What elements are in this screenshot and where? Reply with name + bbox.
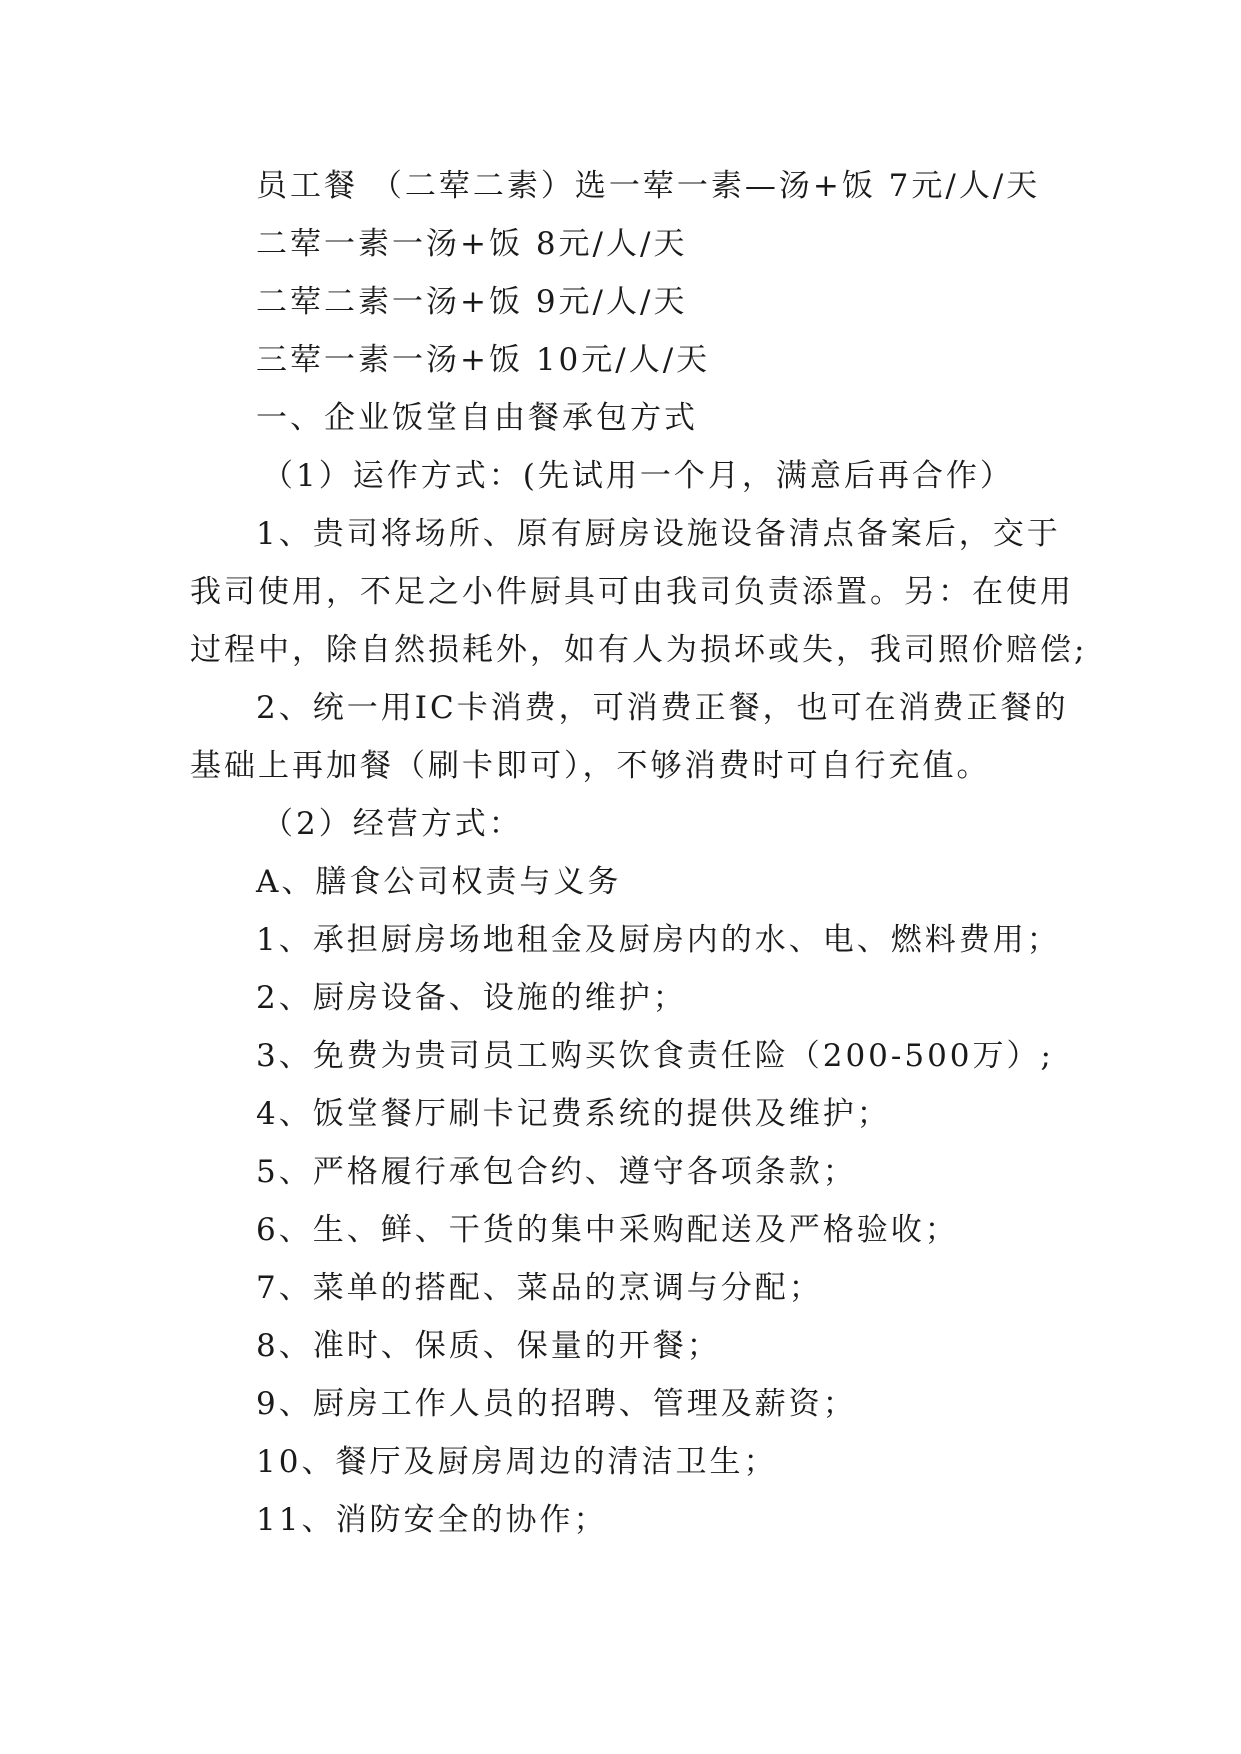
list-item: 2、厨房设备、设施的维护； — [256, 980, 687, 1016]
list-heading: A、膳食公司权责与义务 — [256, 864, 622, 900]
paragraph-2-line-2: 基础上再加餐（刷卡即可），不够消费时可自行充值。 — [190, 748, 991, 784]
list-item: 9、厨房工作人员的招聘、管理及薪资； — [256, 1386, 857, 1422]
subsection-management: （2）经营方式： — [262, 806, 523, 842]
menu-line-3: 二荤二素一汤+饭 9元/人/天 — [256, 284, 688, 320]
list-item: 10、餐厅及厨房周边的清洁卫生； — [256, 1444, 778, 1480]
section-heading: 一、企业饭堂自由餐承包方式 — [256, 400, 698, 436]
paragraph-1-line-2: 我司使用，不足之小件厨具可由我司负责添置。另：在使用 — [190, 574, 1074, 610]
menu-line-1: 员工餐 （二荤二素）选一荤一素—汤+饭 7元/人/天 — [256, 168, 1041, 204]
paragraph-2-line-1: 2、统一用IC卡消费，可消费正餐，也可在消费正餐的 — [256, 690, 1069, 726]
menu-line-2: 二荤一素一汤+饭 8元/人/天 — [256, 226, 688, 262]
list-item: 1、承担厨房场地租金及厨房内的水、电、燃料费用； — [256, 922, 1061, 958]
list-item: 6、生、鲜、干货的集中采购配送及严格验收； — [256, 1212, 959, 1248]
menu-line-4: 三荤一素一汤+饭 10元/人/天 — [256, 342, 711, 378]
paragraph-1-line-1: 1、贵司将场所、原有厨房设施设备清点备案后，交于 — [256, 516, 1061, 552]
list-item: 8、准时、保质、保量的开餐； — [256, 1328, 721, 1364]
list-item: 3、免费为贵司员工购买饮食责任险（200-500万）; — [256, 1038, 1054, 1074]
list-item: 5、严格履行承包合约、遵守各项条款； — [256, 1154, 857, 1190]
subsection-operation: （1）运作方式：(先试用一个月，满意后再合作） — [262, 458, 1014, 494]
list-item: 4、饭堂餐厅刷卡记费系统的提供及维护； — [256, 1096, 891, 1132]
list-item: 7、菜单的搭配、菜品的烹调与分配； — [256, 1270, 823, 1306]
paragraph-1-line-3: 过程中，除自然损耗外，如有人为损坏或失，我司照价赔偿; — [190, 632, 1088, 668]
list-item: 11、消防安全的协作； — [256, 1502, 608, 1538]
